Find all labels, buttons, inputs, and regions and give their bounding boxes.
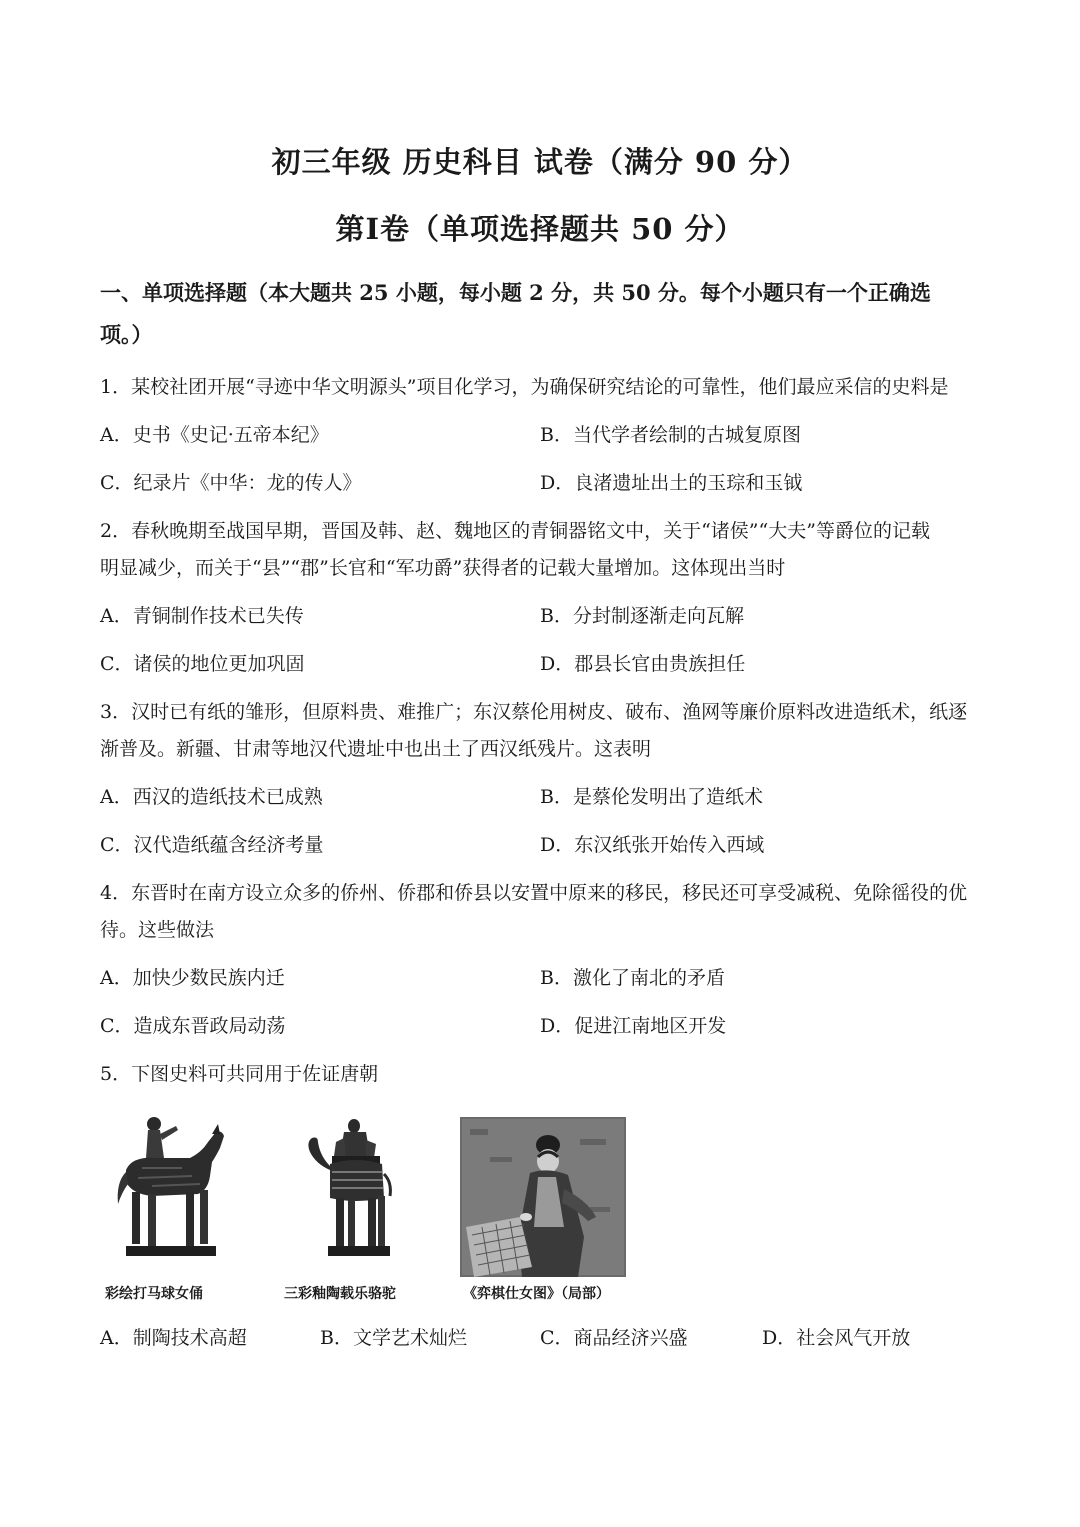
question-3-option-c: C．汉代造纸蕴含经济考量 (100, 834, 324, 856)
question-5-option-c: C．商品经济兴盛 (540, 1327, 688, 1349)
question-1-stem: 1．某校社团开展“寻迹中华文明源头”项目化学习，为确保研究结论的可靠性，他们最应采信的史料是 (100, 376, 949, 398)
question-3-option-d: D．东汉纸张开始传入西域 (540, 834, 765, 856)
question-5-stem: 5．下图史料可共同用于佐证唐朝 (100, 1063, 379, 1085)
question-2-stem-line-2: 明显减少，而关于“县”“郡”长官和“军功爵”获得者的记载大量增加。这体现出当时 (100, 557, 786, 579)
figure-2-caption: 三彩釉陶载乐骆驼 (284, 1286, 396, 1302)
question-2-option-d: D．郡县长官由贵族担任 (540, 653, 746, 675)
question-2-option-c: C．诸侯的地位更加巩固 (100, 653, 305, 675)
question-3-stem-line-2: 渐普及。新疆、甘肃等地汉代遗址中也出土了西汉纸残片。这表明 (100, 738, 652, 760)
question-1-option-d: D．良渚遗址出土的玉琮和玉钺 (540, 472, 803, 494)
question-3-stem-line-1: 3．汉时已有纸的雏形，但原料贵、难推广；东汉蔡伦用树皮、破布、渔网等廉价原料改进造纸术，纸逐 (100, 701, 968, 723)
question-2-stem-line-1: 2．春秋晚期至战国早期，晋国及韩、赵、魏地区的青铜器铭文中，关于“诸侯”“大夫”等爵位的记载 (100, 520, 930, 542)
question-3-option-b: B．是蔡伦发明出了造纸术 (540, 786, 763, 808)
question-3-option-a: A．西汉的造纸技术已成熟 (100, 786, 323, 808)
camel-musicians-figurine-image (296, 1112, 406, 1272)
question-1-option-a: A．史书《史记·五帝本纪》 (100, 424, 329, 446)
section-heading-line-2: 项。） (100, 322, 153, 347)
question-4-option-b: B．激化了南北的矛盾 (540, 967, 725, 989)
question-1-option-b: B．当代学者绘制的古城复原图 (540, 424, 801, 446)
go-playing-lady-painting-image (460, 1117, 626, 1277)
question-5-option-d: D．社会风气开放 (762, 1327, 911, 1349)
question-4-stem-line-2: 待。这些做法 (100, 919, 215, 941)
question-2-option-b: B．分封制逐渐走向瓦解 (540, 605, 744, 627)
question-1-option-c: C．纪录片《中华：龙的传人》 (100, 472, 362, 494)
question-4-stem-line-1: 4．东晋时在南方设立众多的侨州、侨郡和侨县以安置中原来的移民，移民还可享受减税、免除徭役的优 (100, 882, 968, 904)
question-5-option-b: B．文学艺术灿烂 (320, 1327, 467, 1349)
question-4-option-c: C．造成东晋政局动荡 (100, 1015, 286, 1037)
part-title: 第Ⅰ卷（单项选择题共 50 分） (335, 212, 745, 246)
polo-player-figurine-image (112, 1112, 232, 1272)
exam-title: 初三年级 历史科目 试卷（满分 90 分） (271, 145, 809, 179)
question-2-option-a: A．青铜制作技术已失传 (100, 605, 304, 627)
question-5-option-a: A．制陶技术高超 (100, 1327, 247, 1349)
figure-3-caption: 《弈棋仕女图》（局部） (463, 1286, 610, 1302)
question-4-option-d: D．促进江南地区开发 (540, 1015, 727, 1037)
question-4-option-a: A．加快少数民族内迁 (100, 967, 285, 989)
figure-1-caption: 彩绘打马球女俑 (105, 1286, 203, 1302)
section-heading-line-1: 一、单项选择题（本大题共 25 小题，每小题 2 分，共 50 分。每个小题只有一个正确选 (100, 280, 931, 305)
